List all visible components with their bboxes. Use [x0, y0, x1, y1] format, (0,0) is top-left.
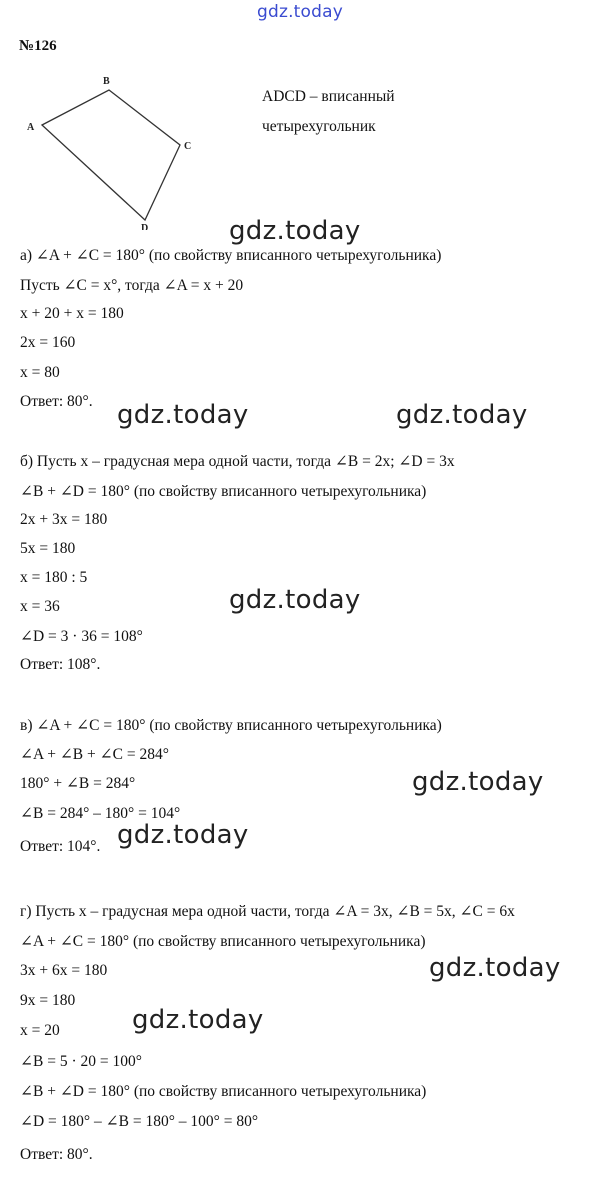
watermark-5: gdz.today — [412, 767, 544, 797]
vertex-label-a: A — [27, 122, 35, 133]
part-a-line-5: x = 80 — [20, 364, 60, 381]
part-a-line-4: 2x = 160 — [20, 334, 76, 351]
part-v-line-2: ∠A + ∠B + ∠C = 284° — [20, 746, 169, 763]
watermark-2: gdz.today — [117, 400, 249, 430]
watermark-4: gdz.today — [229, 585, 361, 615]
part-b-line-6: x = 36 — [20, 598, 60, 615]
vertex-label-d: D — [141, 223, 149, 230]
quadrilateral-figure — [20, 70, 220, 230]
part-b-line-3: 2x + 3x = 180 — [20, 511, 108, 528]
part-a-line-3: x + 20 + x = 180 — [20, 305, 124, 322]
part-v-line-3: 180° + ∠B = 284° — [20, 775, 136, 792]
part-b-line-7: ∠D = 3 · 36 = 108° — [20, 628, 143, 645]
part-g-line-1: г) Пусть x – градусная мера одной части, тогда ∠A = 3x, ∠B = 5x, ∠C = 6x — [20, 903, 515, 920]
part-a-line-1: а) ∠A + ∠C = 180° (по свойству вписанного четырехугольника) — [20, 247, 442, 264]
note-line-2: четырехугольник — [262, 118, 376, 135]
part-g-line-6: ∠B = 5 · 20 = 100° — [20, 1053, 142, 1070]
vertex-label-c: C — [184, 141, 192, 152]
part-b-line-4: 5x = 180 — [20, 540, 76, 557]
part-b-line-5: x = 180 : 5 — [20, 569, 88, 586]
vertex-label-b: B — [103, 76, 110, 87]
watermark-1: gdz.today — [229, 216, 361, 246]
part-b-line-1: б) Пусть x – градусная мера одной части, тогда ∠B = 2x; ∠D = 3x — [20, 453, 455, 470]
note-line-1: ADCD – вписанный — [262, 88, 395, 105]
problem-number: №126 — [19, 38, 57, 54]
part-g-line-3: 3x + 6x = 180 — [20, 962, 108, 979]
watermark-3: gdz.today — [396, 400, 528, 430]
watermark-8: gdz.today — [132, 1005, 264, 1035]
quadrilateral-shape — [42, 90, 180, 220]
part-g-answer: Ответ: 80°. — [20, 1146, 93, 1163]
watermark-6: gdz.today — [117, 820, 249, 850]
part-g-line-4: 9x = 180 — [20, 992, 76, 1009]
top-watermark: gdz.today — [256, 2, 344, 22]
part-g-line-2: ∠A + ∠C = 180° (по свойству вписанного четырехугольника) — [20, 933, 426, 950]
watermark-7: gdz.today — [429, 953, 561, 983]
part-b-answer: Ответ: 108°. — [20, 656, 101, 673]
part-b-line-2: ∠B + ∠D = 180° (по свойству вписанного четырехугольника) — [20, 483, 427, 500]
part-a-answer: Ответ: 80°. — [20, 393, 93, 410]
part-v-line-1: в) ∠A + ∠C = 180° (по свойству вписанного четырехугольника) — [20, 717, 442, 734]
part-a-line-2: Пусть ∠C = x°, тогда ∠A = x + 20 — [20, 277, 244, 294]
part-v-line-4: ∠B = 284° – 180° = 104° — [20, 805, 181, 822]
part-g-line-5: x = 20 — [20, 1022, 60, 1039]
part-g-line-8: ∠D = 180° – ∠B = 180° – 100° = 80° — [20, 1113, 259, 1130]
part-g-line-7: ∠B + ∠D = 180° (по свойству вписанного четырехугольника) — [20, 1083, 427, 1100]
part-v-answer: Ответ: 104°. — [20, 838, 101, 855]
